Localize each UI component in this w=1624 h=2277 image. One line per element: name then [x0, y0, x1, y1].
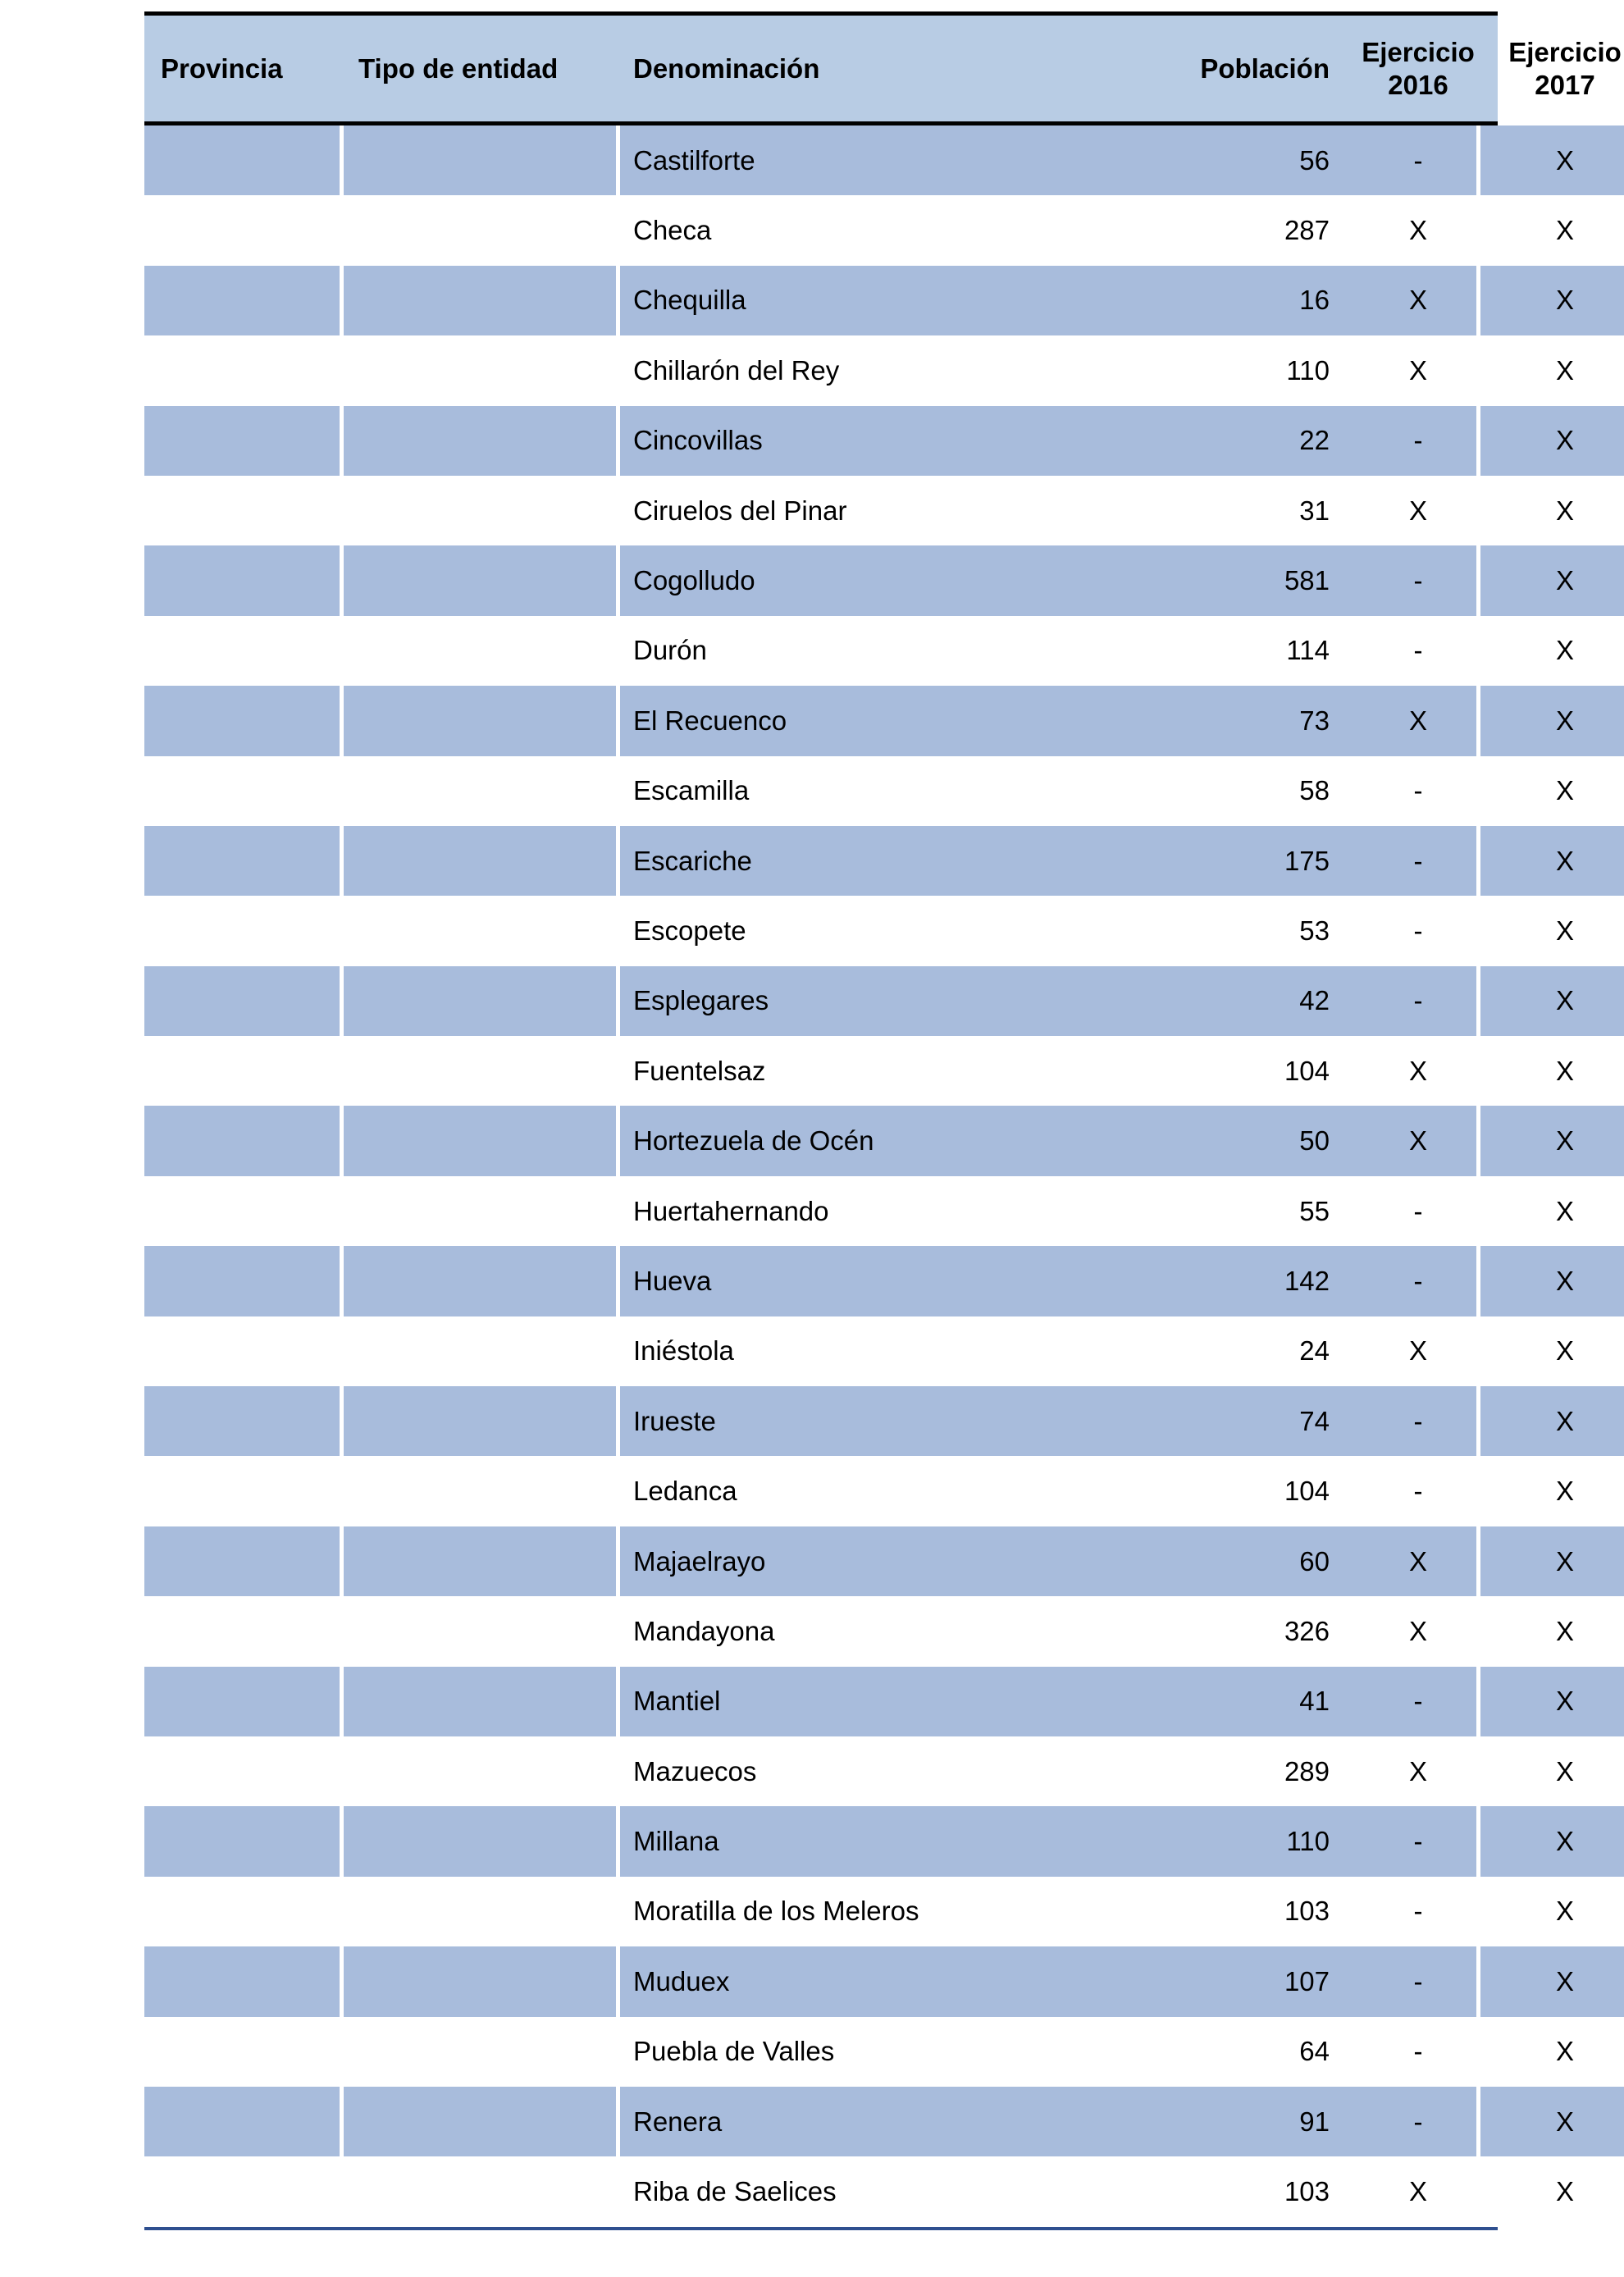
table-row	[144, 2017, 1574, 2087]
row-shade-segment	[144, 966, 340, 1036]
cell-denominacion: Esplegares	[633, 985, 769, 1016]
cell-ejercicio-2016: -	[1413, 635, 1423, 666]
row-shade-segment	[344, 1806, 616, 1876]
table-row	[144, 125, 1574, 195]
cell-ejercicio-2017: X	[1555, 1755, 1574, 1786]
cell-ejercicio-2017: X	[1555, 2176, 1574, 2207]
cell-ejercicio-2017: X	[1555, 1335, 1574, 1367]
row-shade-segment	[344, 686, 616, 755]
cell-ejercicio-2016: X	[1408, 1545, 1427, 1577]
cell-denominacion: El Recuenco	[633, 705, 787, 736]
cell-poblacion: 289	[1284, 1755, 1330, 1786]
table-row	[144, 1596, 1574, 1666]
row-shade-segment	[144, 2087, 340, 2156]
header-poblacion: Población	[1200, 52, 1330, 84]
cell-poblacion: 326	[1284, 1615, 1330, 1646]
row-shade-segment	[344, 2017, 616, 2087]
cell-denominacion: Iniéstola	[633, 1335, 734, 1367]
row-shade-segment	[344, 1316, 616, 1386]
row-shade-segment	[344, 1456, 616, 1526]
cell-ejercicio-2017: X	[1555, 1195, 1574, 1226]
row-shade-segment	[144, 1667, 340, 1736]
row-shade-segment	[144, 1456, 340, 1526]
cell-ejercicio-2016: -	[1413, 985, 1423, 1016]
cell-poblacion: 74	[1299, 1405, 1330, 1436]
row-shade-segment	[344, 1246, 616, 1316]
cell-ejercicio-2017: X	[1555, 1405, 1574, 1436]
row-shade-segment	[344, 2087, 616, 2156]
cell-ejercicio-2017: X	[1555, 1896, 1574, 1927]
cell-ejercicio-2016: X	[1408, 495, 1427, 526]
row-shade-segment	[144, 1246, 340, 1316]
row-shade-segment	[344, 896, 616, 965]
cell-poblacion: 22	[1299, 425, 1330, 456]
cell-ejercicio-2017: X	[1555, 705, 1574, 736]
cell-ejercicio-2016: -	[1413, 915, 1423, 946]
table-row	[144, 266, 1574, 335]
row-shade-segment	[144, 266, 340, 335]
cell-ejercicio-2017: X	[1555, 1615, 1574, 1646]
cell-denominacion: Ciruelos del Pinar	[633, 495, 847, 526]
cell-poblacion: 110	[1286, 354, 1330, 386]
cell-poblacion: 24	[1299, 1335, 1330, 1367]
cell-ejercicio-2017: X	[1555, 215, 1574, 246]
cell-ejercicio-2017: X	[1555, 1965, 1574, 1996]
row-shade-segment	[344, 616, 616, 686]
table-row	[144, 545, 1574, 615]
cell-denominacion: Mazuecos	[633, 1755, 757, 1786]
row-shade-segment	[144, 1596, 340, 1666]
row-shade-segment	[144, 335, 340, 405]
cell-ejercicio-2017: X	[1555, 425, 1574, 456]
bottom-rule	[144, 2227, 1498, 2230]
cell-ejercicio-2017: X	[1555, 354, 1574, 386]
table-row	[144, 966, 1574, 1036]
cell-ejercicio-2016: -	[1413, 425, 1423, 456]
row-shade-segment	[344, 545, 616, 615]
table-row	[144, 1806, 1574, 1876]
row-shade-segment	[344, 1036, 616, 1106]
row-shade-segment	[344, 756, 616, 826]
row-shade-segment	[144, 195, 340, 265]
cell-denominacion: Millana	[633, 1826, 719, 1857]
header-provincia: Provincia	[161, 52, 283, 84]
cell-poblacion: 114	[1286, 635, 1330, 666]
cell-poblacion: 55	[1299, 1195, 1330, 1226]
table-row	[144, 826, 1574, 896]
cell-denominacion: Checa	[633, 215, 712, 246]
cell-ejercicio-2017: X	[1555, 985, 1574, 1016]
cell-denominacion: Moratilla de los Meleros	[633, 1896, 919, 1927]
table-row	[144, 1316, 1574, 1386]
cell-ejercicio-2017: X	[1555, 1476, 1574, 1507]
cell-ejercicio-2016: X	[1408, 1125, 1427, 1157]
row-shade-segment	[144, 1036, 340, 1106]
row-shade-segment	[144, 476, 340, 545]
row-shade-segment	[344, 195, 616, 265]
cell-ejercicio-2016: X	[1408, 705, 1427, 736]
cell-ejercicio-2016: -	[1413, 1476, 1423, 1507]
cell-poblacion: 91	[1299, 2106, 1330, 2137]
cell-ejercicio-2016: -	[1413, 1965, 1423, 1996]
table-row	[144, 756, 1574, 826]
cell-ejercicio-2016: -	[1413, 565, 1423, 596]
cell-ejercicio-2017: X	[1555, 144, 1574, 176]
row-shade-segment	[144, 406, 340, 476]
table-row	[144, 1877, 1574, 1946]
table-row	[144, 406, 1574, 476]
cell-denominacion: Majaelrayo	[633, 1545, 766, 1577]
cell-denominacion: Irueste	[633, 1405, 716, 1436]
cell-denominacion: Huertahernando	[633, 1195, 829, 1226]
row-shade-segment	[144, 1316, 340, 1386]
cell-poblacion: 56	[1299, 144, 1330, 176]
cell-ejercicio-2016: X	[1408, 215, 1427, 246]
cell-ejercicio-2016: -	[1413, 1826, 1423, 1857]
cell-ejercicio-2017: X	[1555, 845, 1574, 876]
table-row	[144, 1246, 1574, 1316]
cell-ejercicio-2017: X	[1555, 915, 1574, 946]
cell-poblacion: 110	[1286, 1826, 1330, 1857]
row-shade-segment	[144, 896, 340, 965]
cell-ejercicio-2016: -	[1413, 775, 1423, 806]
cell-ejercicio-2016: -	[1413, 1195, 1423, 1226]
row-shade-segment	[344, 826, 616, 896]
cell-denominacion: Escamilla	[633, 775, 750, 806]
row-shade-segment	[344, 476, 616, 545]
cell-denominacion: Mandayona	[633, 1615, 775, 1646]
row-shade-segment	[144, 1526, 340, 1596]
cell-ejercicio-2016: X	[1408, 285, 1427, 316]
row-shade-segment	[344, 1176, 616, 1246]
table-row	[144, 1176, 1574, 1246]
cell-denominacion: Escariche	[633, 845, 752, 876]
header-ejercicio-2017	[1491, 16, 1624, 121]
row-shade-segment	[344, 1596, 616, 1666]
row-shade-segment	[344, 266, 616, 335]
table-row	[144, 1736, 1574, 1806]
row-shade-segment	[144, 1806, 340, 1876]
row-shade-segment	[344, 335, 616, 405]
cell-ejercicio-2017: X	[1555, 775, 1574, 806]
row-shade-segment	[144, 756, 340, 826]
table-row	[144, 1456, 1574, 1526]
cell-ejercicio-2017: X	[1555, 565, 1574, 596]
row-shade-segment	[144, 2017, 340, 2087]
cell-poblacion: 107	[1284, 1965, 1330, 1996]
table-row	[144, 896, 1574, 965]
cell-poblacion: 60	[1299, 1545, 1330, 1577]
row-shade-segment	[144, 826, 340, 896]
row-shade-segment	[144, 1736, 340, 1806]
cell-ejercicio-2017: X	[1555, 2106, 1574, 2137]
row-shade-segment	[144, 125, 340, 195]
row-shade-segment	[144, 1877, 340, 1946]
table-row	[144, 2156, 1574, 2226]
row-shade-segment	[344, 1946, 616, 2016]
row-shade-segment	[144, 1176, 340, 1246]
cell-ejercicio-2016: X	[1408, 1755, 1427, 1786]
header-ejercicio-2016	[1344, 16, 1492, 121]
cell-poblacion: 41	[1299, 1686, 1330, 1717]
row-shade-segment	[344, 2156, 616, 2226]
table-row	[144, 476, 1574, 545]
cell-denominacion: Cincovillas	[633, 425, 763, 456]
cell-poblacion: 104	[1284, 1476, 1330, 1507]
cell-ejercicio-2016: -	[1413, 144, 1423, 176]
table-header	[144, 16, 1622, 121]
entities-table	[144, 11, 1622, 2230]
cell-poblacion: 103	[1284, 1896, 1330, 1927]
table-row	[144, 1386, 1574, 1456]
cell-poblacion: 287	[1284, 215, 1330, 246]
cell-ejercicio-2016: -	[1413, 2106, 1423, 2137]
cell-poblacion: 31	[1299, 495, 1330, 526]
cell-denominacion: Renera	[633, 2106, 723, 2137]
row-shade-segment	[144, 686, 340, 755]
cell-ejercicio-2016: X	[1408, 2176, 1427, 2207]
row-shade-segment	[344, 966, 616, 1036]
cell-denominacion: Durón	[633, 635, 707, 666]
row-shade-segment	[344, 406, 616, 476]
cell-denominacion: Ledanca	[633, 1476, 737, 1507]
cell-ejercicio-2017: X	[1555, 285, 1574, 316]
cell-denominacion: Puebla de Valles	[633, 2036, 835, 2067]
cell-ejercicio-2016: X	[1408, 1615, 1427, 1646]
row-shade-segment	[344, 1106, 616, 1175]
header-ejercicio-2016-line1: Ejercicio	[1362, 36, 1475, 67]
table-body	[144, 125, 1574, 2227]
cell-ejercicio-2017: X	[1555, 1125, 1574, 1157]
cell-poblacion: 42	[1299, 985, 1330, 1016]
table-row	[144, 1946, 1574, 2016]
cell-poblacion: 53	[1299, 915, 1330, 946]
table-row	[144, 195, 1574, 265]
row-shade-segment	[144, 1106, 340, 1175]
header-tipo-entidad: Tipo de entidad	[358, 52, 559, 84]
table-row	[144, 2087, 1574, 2156]
cell-ejercicio-2016: X	[1408, 1335, 1427, 1367]
row-shade-segment	[144, 1946, 340, 2016]
cell-ejercicio-2017: X	[1555, 495, 1574, 526]
table-row	[144, 335, 1574, 405]
cell-ejercicio-2017: X	[1555, 1826, 1574, 1857]
cell-ejercicio-2017: X	[1555, 1686, 1574, 1717]
cell-denominacion: Escopete	[633, 915, 746, 946]
row-shade-segment	[344, 1526, 616, 1596]
cell-ejercicio-2016: -	[1413, 1405, 1423, 1436]
cell-denominacion: Cogolludo	[633, 565, 755, 596]
cell-poblacion: 104	[1284, 1055, 1330, 1086]
cell-poblacion: 58	[1299, 775, 1330, 806]
cell-ejercicio-2017: X	[1555, 1545, 1574, 1577]
table-row	[144, 616, 1574, 686]
row-shade-segment	[344, 1667, 616, 1736]
cell-poblacion: 50	[1299, 1125, 1330, 1157]
cell-ejercicio-2016: -	[1413, 1896, 1423, 1927]
table-row	[144, 1036, 1574, 1106]
row-shade-segment	[144, 2156, 340, 2226]
cell-denominacion: Hueva	[633, 1265, 712, 1296]
cell-denominacion: Chillarón del Rey	[633, 354, 840, 386]
cell-ejercicio-2016: X	[1408, 354, 1427, 386]
header-ejercicio-2017-line2: 2017	[1535, 69, 1595, 100]
table-row	[144, 686, 1574, 755]
cell-denominacion: Mantiel	[633, 1686, 721, 1717]
table-row	[144, 1526, 1574, 1596]
header-denominacion: Denominación	[633, 52, 820, 84]
cell-denominacion: Chequilla	[633, 285, 746, 316]
row-shade-segment	[344, 1736, 616, 1806]
cell-denominacion: Muduex	[633, 1965, 730, 1996]
cell-denominacion: Riba de Saelices	[633, 2176, 837, 2207]
cell-poblacion: 142	[1284, 1265, 1330, 1296]
row-shade-segment	[144, 545, 340, 615]
cell-ejercicio-2016: -	[1413, 1265, 1423, 1296]
table-row	[144, 1106, 1574, 1175]
row-shade-segment	[344, 1877, 616, 1946]
cell-ejercicio-2017: X	[1555, 1055, 1574, 1086]
table-row	[144, 1667, 1574, 1736]
cell-poblacion: 175	[1284, 845, 1330, 876]
cell-ejercicio-2016: -	[1413, 1686, 1423, 1717]
cell-ejercicio-2017: X	[1555, 1265, 1574, 1296]
cell-poblacion: 73	[1299, 705, 1330, 736]
row-shade-segment	[344, 125, 616, 195]
cell-poblacion: 581	[1284, 565, 1330, 596]
cell-ejercicio-2016: -	[1413, 2036, 1423, 2067]
cell-poblacion: 64	[1299, 2036, 1330, 2067]
cell-poblacion: 103	[1284, 2176, 1330, 2207]
cell-ejercicio-2017: X	[1555, 635, 1574, 666]
cell-denominacion: Fuentelsaz	[633, 1055, 766, 1086]
row-shade-segment	[344, 1386, 616, 1456]
header-ejercicio-2016-line2: 2016	[1388, 69, 1448, 100]
cell-ejercicio-2016: X	[1408, 1055, 1427, 1086]
row-shade-segment	[144, 1386, 340, 1456]
cell-poblacion: 16	[1299, 285, 1330, 316]
cell-ejercicio-2016: -	[1413, 845, 1423, 876]
cell-denominacion: Castilforte	[633, 144, 755, 176]
header-ejercicio-2017-line1: Ejercicio	[1508, 36, 1622, 67]
row-shade-segment	[144, 616, 340, 686]
cell-ejercicio-2017: X	[1555, 2036, 1574, 2067]
cell-denominacion: Hortezuela de Océn	[633, 1125, 874, 1157]
